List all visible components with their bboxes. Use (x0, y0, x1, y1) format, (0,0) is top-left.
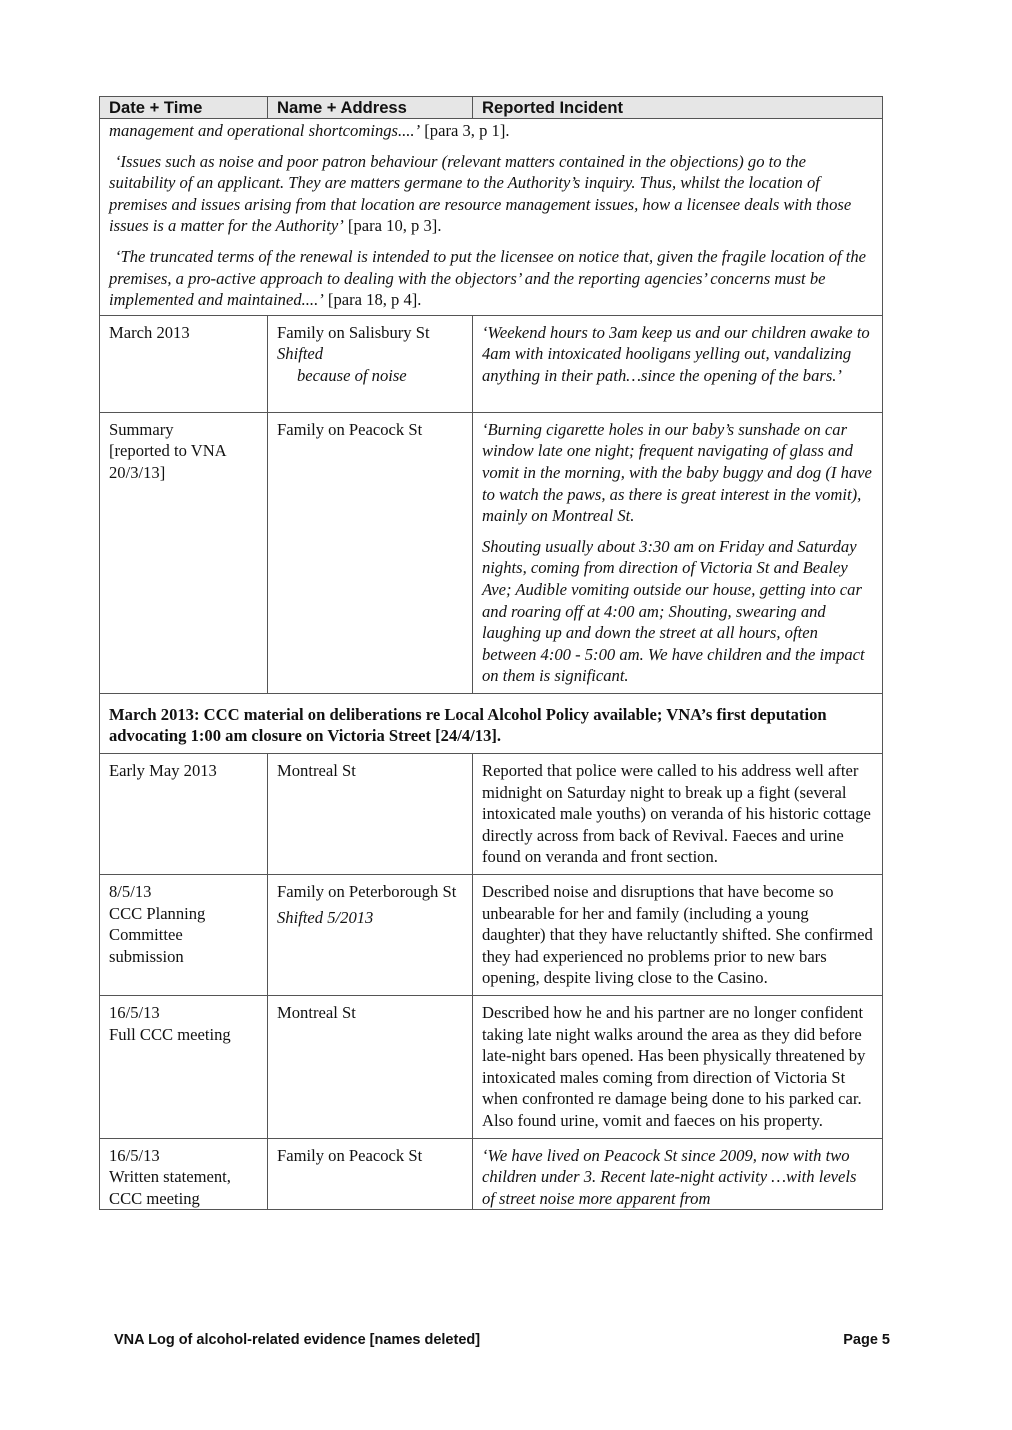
row-name-address: Family on Peacock St (268, 1138, 473, 1210)
row-date (100, 875, 268, 996)
intro-ref-3: [para 18, p 4]. (323, 290, 422, 310)
table-row (100, 412, 883, 693)
row-date (100, 1138, 268, 1210)
intro-quotes-row (100, 119, 883, 316)
row-name-address (268, 875, 473, 996)
row-incident-paragraph-1: ‘Burning cigarette holes in our baby’s sunshade on car window late one night; frequent navigating of glass and vomit in the morning, with the baby buggy and dog (I have to watch the paws, as there is great interest in the vomit), mainly on Montreal St. (482, 419, 872, 526)
banner-cell: March 2013: CCC material on deliberations re Local Alcohol Policy available; VNA’s first deputation advocating 1:00 am closure on Victoria Street [24/4/13]. (100, 693, 883, 753)
header-name-address: Name + Address (268, 97, 473, 119)
intro-paragraph-3 (109, 246, 873, 311)
row-incident-paragraph-2: Shouting usually about 3:30 am on Friday and Saturday nights, coming from direction of Victoria St and Bealey Ave; Audible vomiting outside our house, getting into car and roaring off at 4:00 am; Shouting, swearing and laughing up and down the street at all hours, often between 4:00 - 5:00 am. We have children and the impact on them is significant. (482, 536, 865, 686)
row-date-line-2: CCC Planning Committee submission (109, 903, 206, 966)
row-incident (473, 412, 883, 693)
row-incident: ‘We have lived on Peacock St since 2009, now with two children under 3. Recent late-night activity …with levels of street noise more apparent from (473, 1138, 883, 1210)
row-date-line-1: 16/5/13 (109, 1145, 160, 1165)
page-number: Page 5 (843, 1332, 890, 1348)
table-row (100, 754, 883, 875)
table-row (100, 1138, 883, 1210)
evidence-log-table (99, 96, 883, 1210)
row-date: March 2013 (100, 315, 268, 412)
row-name-address: Montreal St (268, 754, 473, 875)
row-date-line-2: Full CCC meeting (109, 1024, 231, 1044)
row-date-line-2: Written statement, CCC meeting (109, 1167, 231, 1208)
header-reported-incident: Reported Incident (473, 97, 883, 119)
header-date-time: Date + Time (100, 97, 268, 119)
banner-row (100, 693, 883, 753)
row-date: Early May 2013 (100, 754, 268, 875)
row-name-address (268, 315, 473, 412)
intro-quote-2: ‘Issues such as noise and poor patron behaviour (relevant matters contained in the objections) go to the suitability of an applicant. They are matters germane to the Authority’s inquiry. Thus, whilst the location of premises and issues arising from that location are resource management issues, how a licensee deals with those issues is a matter for the Authority’ (109, 151, 852, 236)
table-header-row (100, 97, 883, 119)
row-incident: Described how he and his partner are no longer confident taking late night walks around the area as they did before late-night bars opened. Has been physically threatened by intoxicated males coming from direction of Victoria St when confronted re damage being done to his parked car. Also found urine, vomit and faeces on his property. (473, 996, 883, 1139)
row-incident: ‘Weekend hours to 3am keep us and our children awake to 4am with intoxicated hooligans yelling out, vandalizing anything in their path…since the opening of the bars.’ (473, 315, 883, 412)
footer-title: VNA Log of alcohol-related evidence [names deleted] (114, 1332, 481, 1348)
intro-quote-1: management and operational shortcomings....’ (109, 121, 421, 140)
intro-quote-3: ‘The truncated terms of the renewal is intended to put the licensee on notice that, given the fragile location of the premises, a pro-active approach to dealing with the objectors’ and the reporting agencies’ concerns must be implemented and maintained....’ (109, 246, 867, 310)
row-name: Family on Salisbury St (277, 322, 430, 342)
row-date-line-1: 16/5/13 (109, 1003, 160, 1022)
row-name-address: Montreal St (268, 996, 473, 1139)
row-incident: Reported that police were called to his address well after midnight on Saturday night to break up a fight (several intoxicated male youths) on veranda of his historic cottage directly across from back of Revival. Faeces and urine found on veranda and front section. (473, 754, 883, 875)
table-row (100, 875, 883, 996)
row-name-note: Shifted 5/2013 (277, 907, 374, 927)
row-incident: Described noise and disruptions that have become so unbearable for her and family (including a young daughter) that they have reluctantly shifted. She confirmed they had experienced no problems prior to new bars opening, despite living close to the Casino. (473, 875, 883, 996)
row-date (100, 996, 268, 1139)
row-date-line-1: 8/5/13 (109, 882, 152, 902)
table-row (100, 996, 883, 1139)
row-date-line-2: [reported to VNA 20/3/13] (109, 441, 226, 482)
intro-paragraph-2 (109, 151, 873, 237)
row-name-note: Shifted (277, 344, 324, 364)
row-date-line-1: Summary (109, 419, 174, 439)
row-name-note-2: because of noise (297, 365, 407, 385)
intro-ref-1: [para 3, p 1]. (420, 121, 510, 140)
intro-quotes-cell (100, 119, 883, 316)
intro-ref-2: [para 10, p 3]. (343, 216, 442, 236)
row-name: Family on Peterborough St (277, 882, 457, 902)
intro-paragraph-1 (109, 120, 873, 142)
row-name-address: Family on Peacock St (268, 412, 473, 693)
table-row (100, 315, 883, 412)
row-date (100, 412, 268, 693)
